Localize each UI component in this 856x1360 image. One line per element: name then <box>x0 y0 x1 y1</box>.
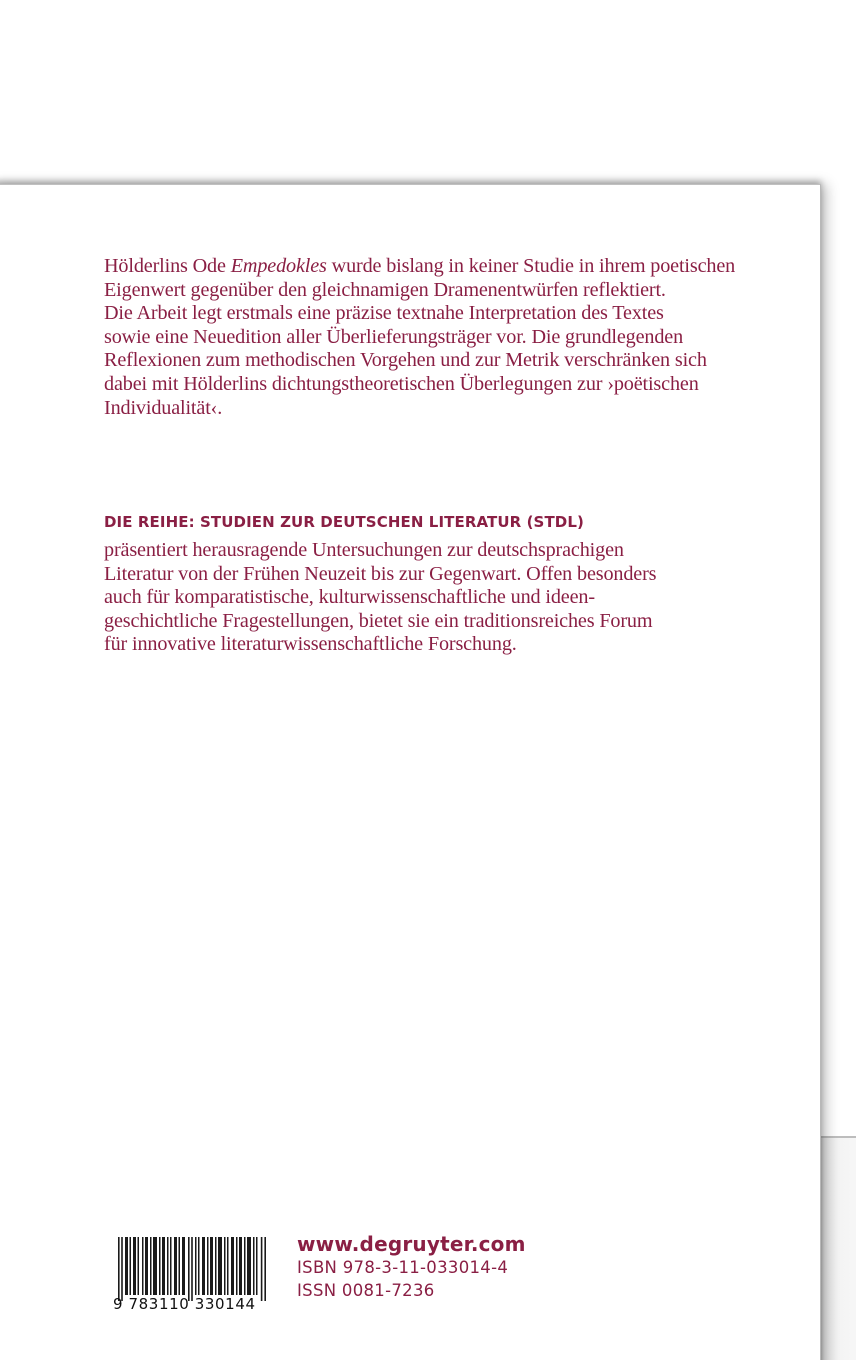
isbn-number: ISBN 978-3-11-033014-4 <box>297 1258 509 1277</box>
blurb-line-5: Reflexionen zum methodischen Vorgehen und zur Metrik verschränken sich <box>104 349 707 372</box>
series-line-3: auch für komparatistische, kulturwissenschaftliche und ideen- <box>104 586 595 609</box>
blurb-line-2: Eigenwert gegenüber den gleichnamigen Dramenentwürfen reflektiert. <box>104 278 666 301</box>
barcode-digits: 9 783110 330144 <box>113 1295 256 1313</box>
series-line-4: geschichtliche Fragestellungen, bietet sie ein traditionsreiches Forum <box>104 609 653 632</box>
series-heading: DIE REIHE: STUDIEN ZUR DEUTSCHEN LITERATUR (STDL) <box>104 513 584 531</box>
publisher-url[interactable]: www.degruyter.com <box>297 1232 526 1256</box>
blurb-text: wurde bislang in keiner Studie in ihrem poetischen <box>326 255 736 277</box>
blurb-line-1 <box>104 255 794 279</box>
publisher-info <box>297 1232 526 1302</box>
series-line-5: für innovative literaturwissenschaftliche Forschung. <box>104 633 517 656</box>
series-line-2: Literatur von der Frühen Neuzeit bis zur Gegenwart. Offen besonders <box>104 562 657 585</box>
series-description <box>104 539 794 657</box>
blurb-line-7: Individualität‹. <box>104 396 223 419</box>
blurb-line-3: Die Arbeit legt erstmals eine präzise textnahe Interpretation des Textes <box>104 302 664 325</box>
blurb-line-6: dabei mit Hölderlins dichtungstheoretischen Überlegungen zur ›poëtischen <box>104 372 699 395</box>
book-blurb <box>104 255 794 420</box>
work-title-empedokles: Empedokles <box>230 255 327 277</box>
isbn-barcode <box>118 1237 266 1301</box>
issn-number: ISSN 0081-7236 <box>297 1281 435 1300</box>
blurb-line-4: sowie eine Neuedition aller Überlieferungsträger vor. Die grundlegenden <box>104 325 684 348</box>
series-line-1: präsentiert herausragende Untersuchungen zur deutschsprachigen <box>104 539 624 561</box>
background-page-edge <box>820 1136 856 1360</box>
blurb-text: Hölderlins Ode <box>104 255 231 277</box>
